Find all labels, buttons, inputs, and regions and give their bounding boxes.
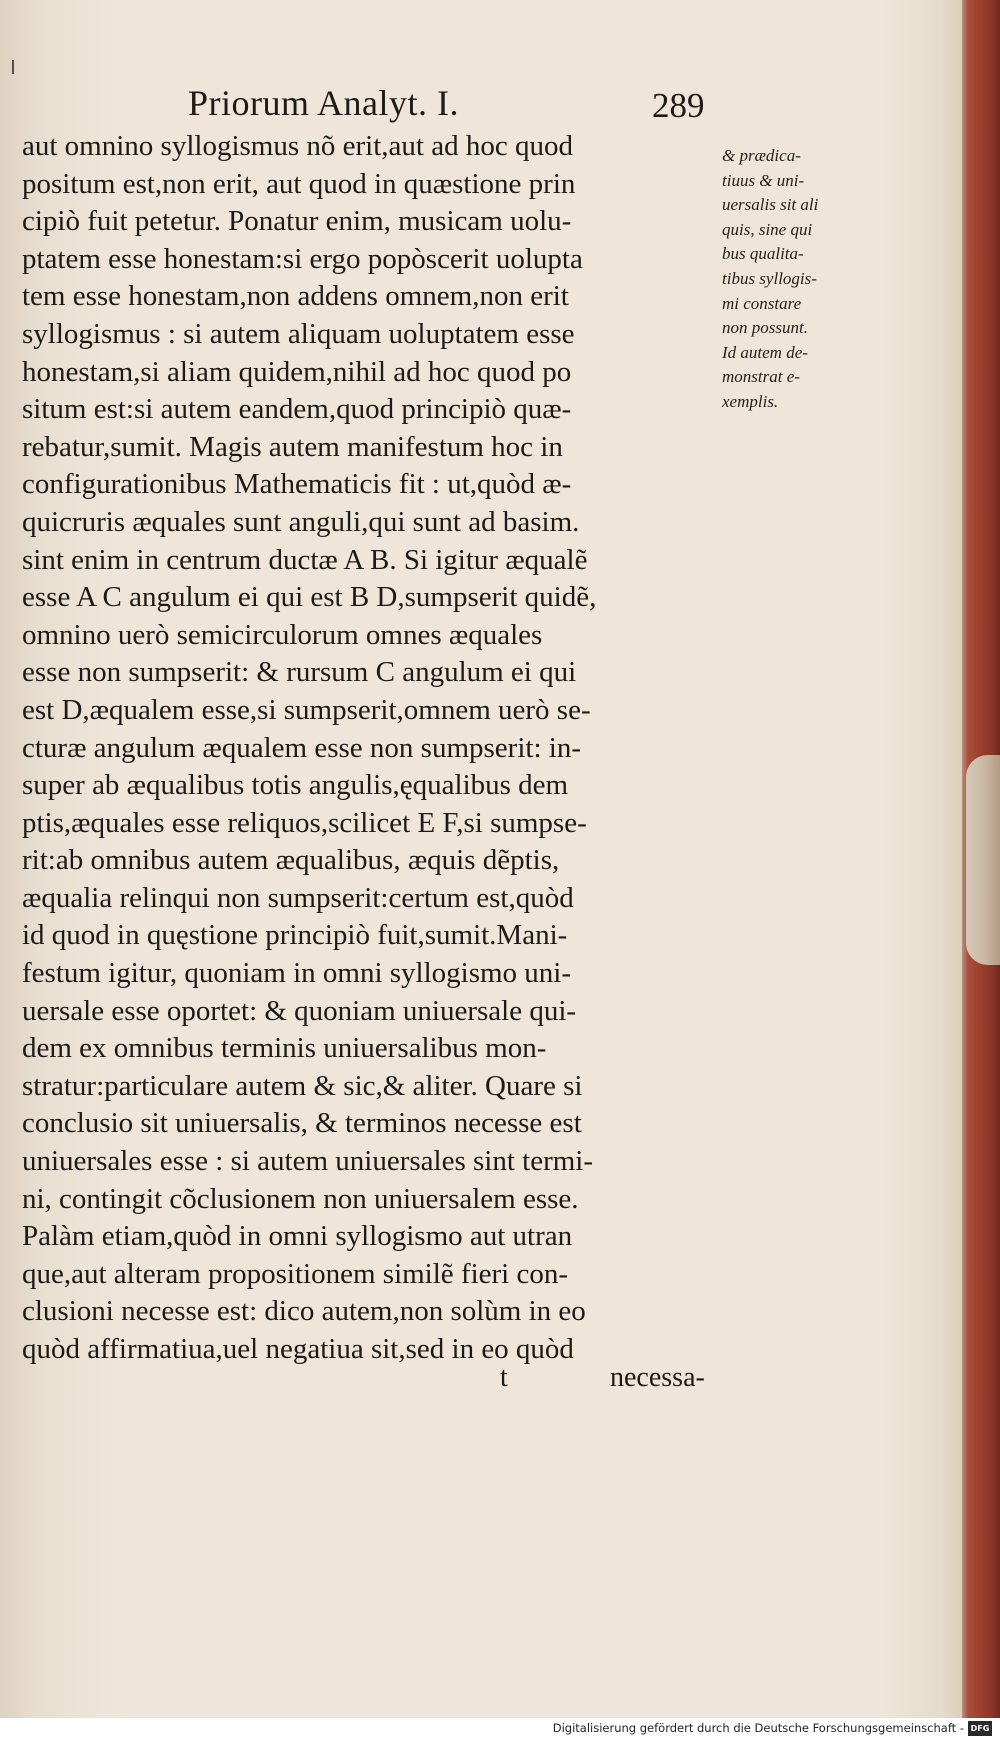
text-line: festum igitur, quoniam in omni syllogismo uni- [22, 957, 572, 990]
text-line: esse A C angulum ei qui est B D,sumpserit quidẽ, [22, 581, 597, 614]
text-line: conclusio sit uniuersalis, & terminos necesse est [22, 1107, 582, 1140]
marginal-line: tibus syllogis- [722, 268, 817, 288]
text-line: situm est:si autem eandem,quod principiò quæ- [22, 393, 572, 426]
text-line: quicruris æquales sunt anguli,qui sunt ad basim. [22, 505, 580, 538]
text-line: cipiò fuit petetur. Ponatur enim, musicam uolu- [22, 205, 572, 238]
marginal-line: xemplis. [722, 391, 779, 411]
text-line: rit:ab omnibus autem æqualibus, æquis dẽptis, [22, 844, 560, 877]
ink-mark [12, 60, 14, 74]
marginal-line: quis, sine qui [722, 219, 813, 239]
text-line: sint enim in centrum ductæ A B. Si igitur æqualẽ [22, 543, 588, 576]
text-line: cturæ angulum æqualem esse non sumpserit: in- [22, 731, 581, 764]
catchword: necessa- [610, 1362, 705, 1393]
page-edge-tab [966, 755, 1000, 965]
dfg-logo-text: DFG [970, 1724, 990, 1733]
marginal-note [722, 144, 862, 415]
text-line: tem esse honestam,non addens omnem,non erit [22, 280, 569, 313]
text-line: æqualia relinqui non sumpserit:certum est,quòd [22, 881, 574, 914]
marginal-line: mi constare [722, 293, 802, 313]
marginal-line: Id autem de- [722, 342, 808, 362]
text-line: positum est,non erit, aut quod in quæstione prin [22, 167, 576, 200]
funding-credit: Digitalisierung gefördert durch die Deutsche Forschungsgemeinschaft - [552, 1721, 964, 1735]
text-line: dem ex omnibus terminis uniuersalibus mon- [22, 1032, 547, 1065]
text-line: Palàm etiam,quòd in omni syllogismo aut utran [22, 1220, 573, 1253]
text-line: ptis,æquales esse reliquos,scilicet E F,si sumpse- [22, 806, 587, 839]
marginal-line: uersalis sit ali [722, 195, 819, 215]
marginal-line: tiuus & uni- [722, 170, 805, 190]
text-line: quòd affirmatiua,uel negatiua sit,sed in eo quòd [22, 1333, 574, 1365]
text-line: syllogismus : si autem aliquam uoluptatem esse [22, 317, 575, 350]
signature-mark: t [500, 1362, 508, 1393]
text-line: est D,æqualem esse,si sumpserit,omnem uerò se- [22, 693, 591, 726]
catchword-line [500, 1362, 740, 1402]
text-line: uniuersales esse : si autem uniuersales sint termi- [22, 1145, 593, 1178]
text-line: ni, contingit cõclusionem non uniuersalem esse. [22, 1182, 579, 1215]
dfg-logo [968, 1721, 992, 1736]
marginal-line: monstrat e- [722, 367, 800, 387]
digitization-footer [0, 1718, 1000, 1740]
text-line: honestam,si aliam quidem,nihil ad hoc quod po [22, 355, 572, 388]
page-number: 289 [652, 86, 705, 125]
text-line: aut omnino syllogismus nõ erit,aut ad hoc quod [22, 130, 573, 162]
text-line: id quod in quęstione principiò fuit,sumit.Mani- [22, 919, 568, 952]
text-line: ptatem esse honestam:si ergo popòscerit uolupta [22, 242, 583, 275]
text-line: super ab æqualibus totis angulis,ęqualibus dem [22, 769, 569, 802]
marginal-line: & prædica- [722, 146, 801, 165]
text-line: esse non sumpserit: & rursum C angulum ei qui [22, 656, 577, 689]
text-line: stratur:particulare autem & sic,& aliter. Quare si [22, 1069, 583, 1102]
marginal-line: non possunt. [722, 318, 808, 338]
body-text [22, 128, 722, 1369]
text-line: omnino uerò semicirculorum omnes æquales [22, 618, 543, 651]
text-line: clusioni necesse est: dico autem,non solùm in eo [22, 1295, 586, 1328]
marginal-line: bus qualita- [722, 244, 804, 264]
text-line: configurationibus Mathematicis fit : ut,quòd æ- [22, 468, 572, 501]
text-line: rebatur,sumit. Magis autem manifestum hoc in [22, 430, 563, 463]
text-line: uersale esse oportet: & quoniam uniuersale qui- [22, 994, 577, 1027]
running-head: Priorum Analyt. I. [188, 83, 459, 123]
text-line: que,aut alteram propositionem similẽ fieri con- [22, 1257, 569, 1290]
